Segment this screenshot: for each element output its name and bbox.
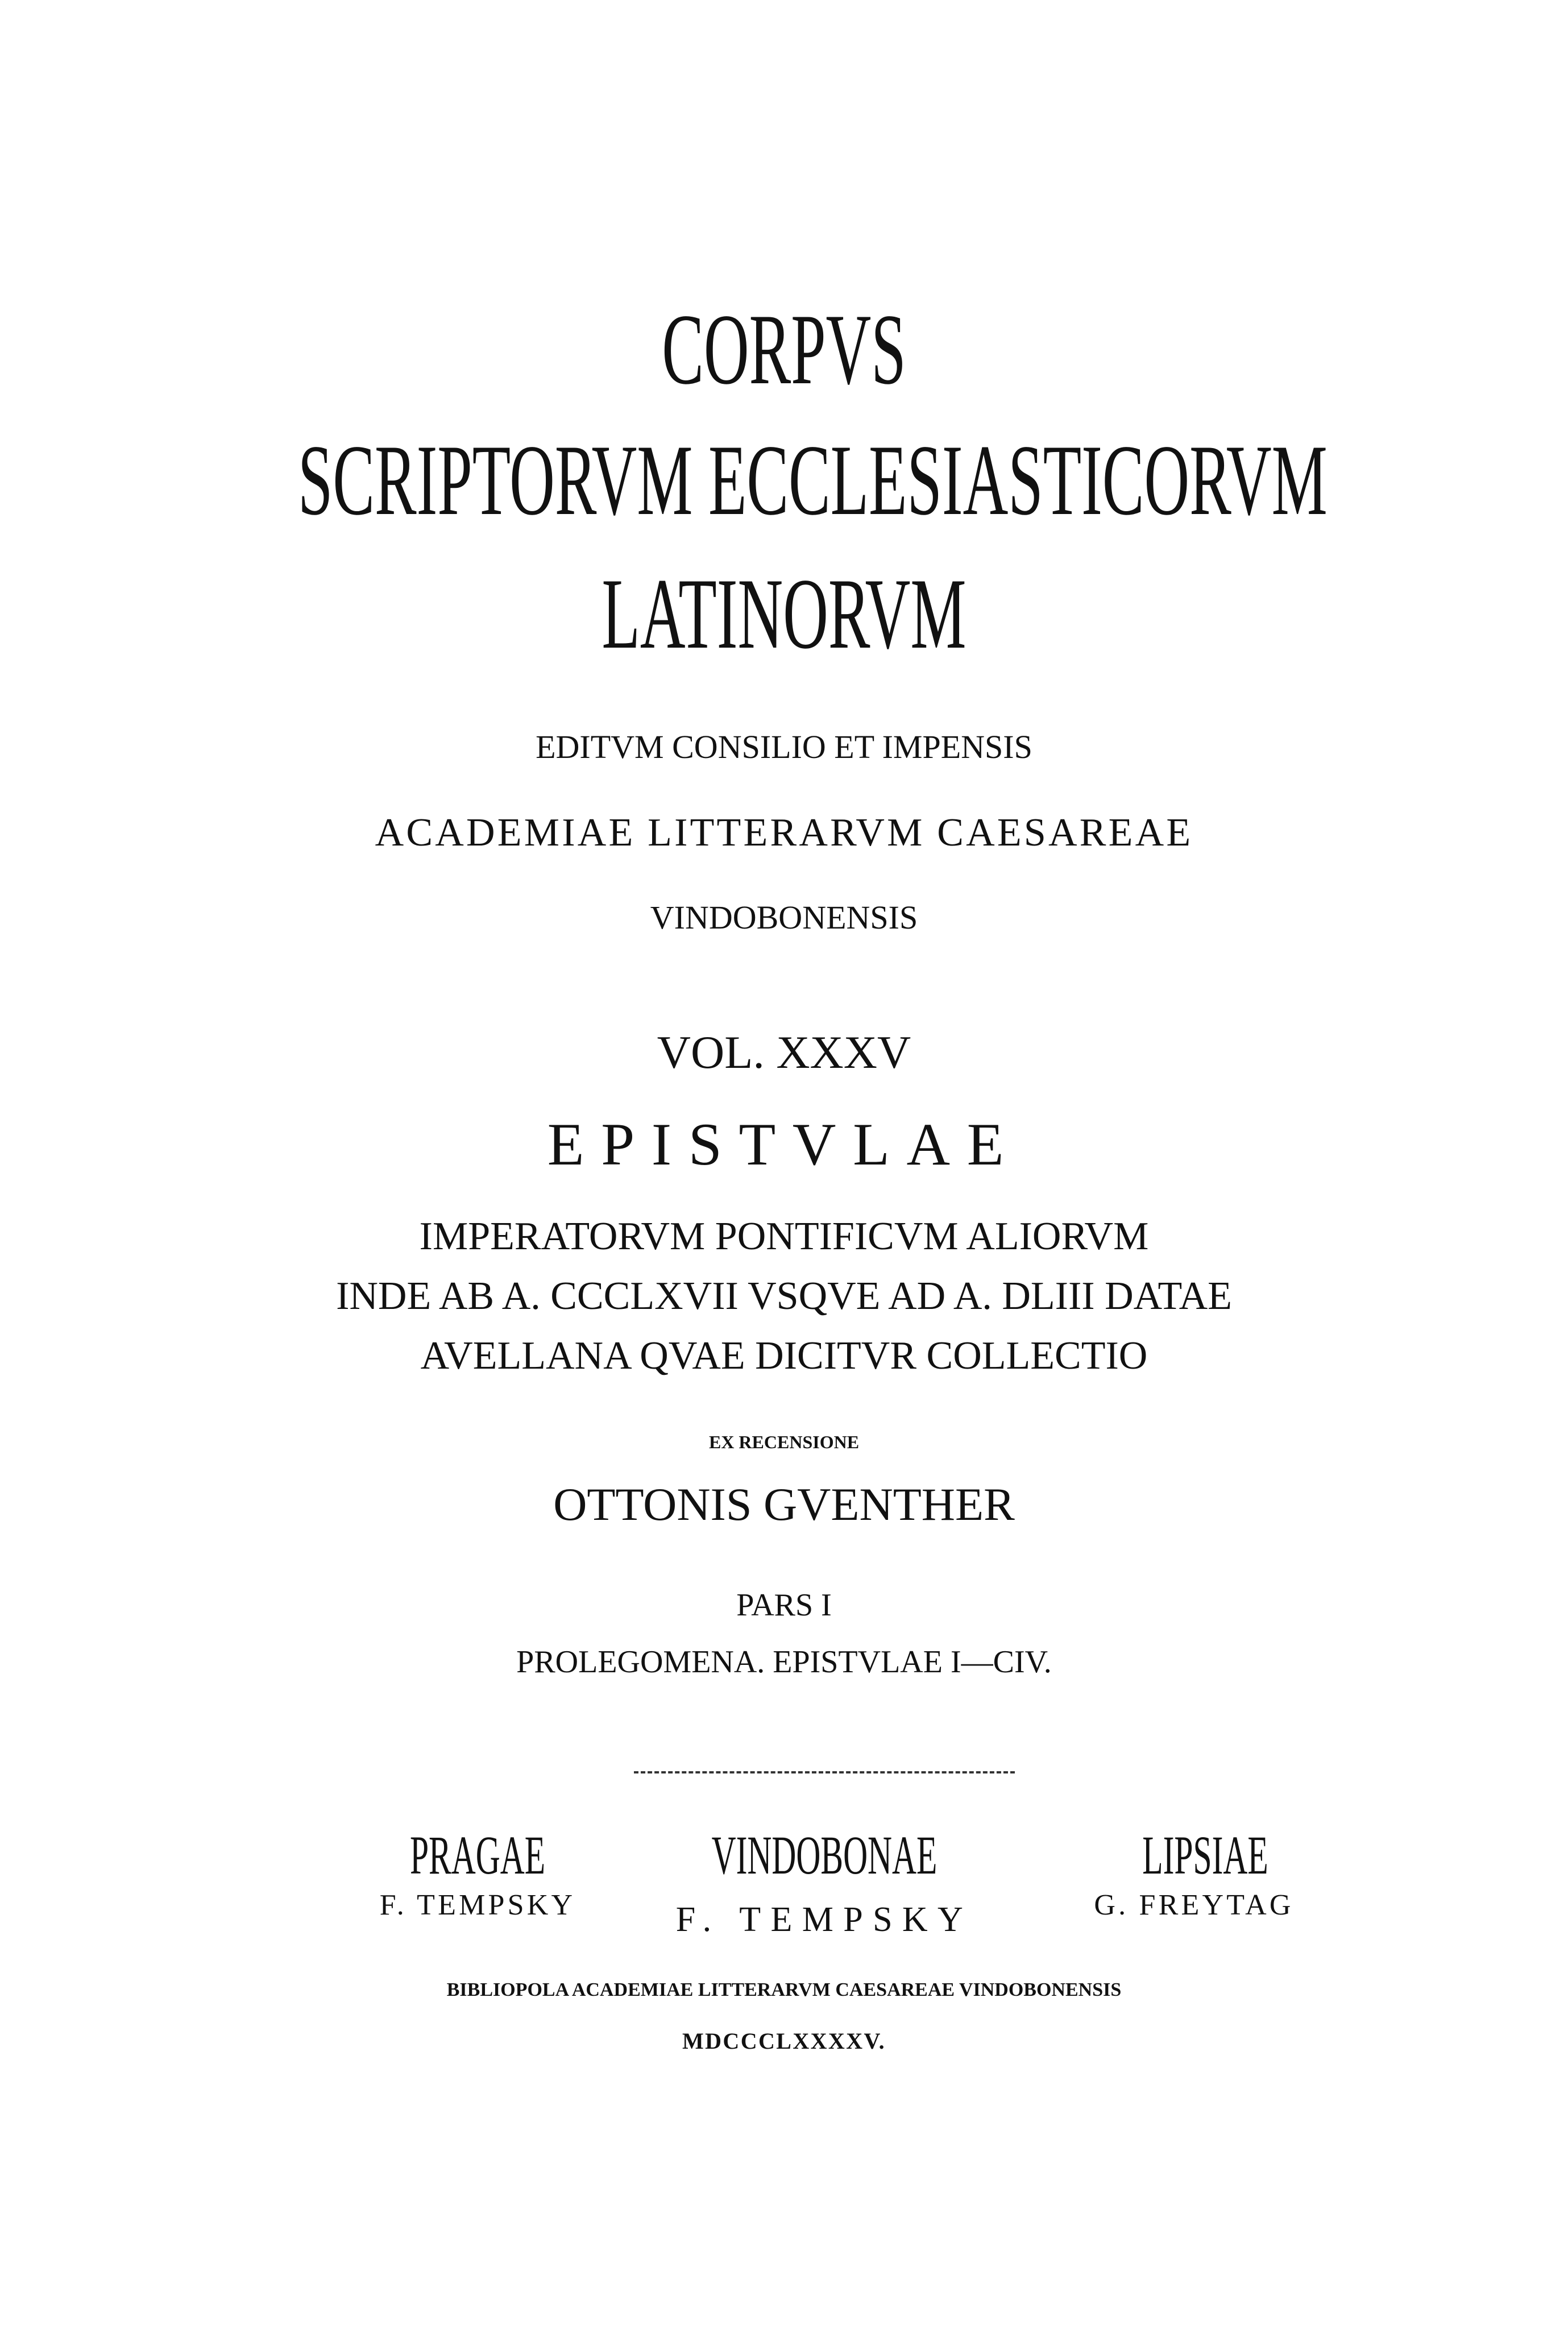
imprint-right-publisher: G. FREYTAG <box>1094 1889 1294 1921</box>
series-title-line-2: SCRIPTORVM ECCLESIASTICORVM <box>298 424 1328 536</box>
imprint-right-city: LIPSIAE <box>1142 1825 1268 1885</box>
editor-label: EX RECENSIONE <box>708 1432 860 1452</box>
series-title-line-3: LATINORVM <box>602 557 966 670</box>
imprint-center-city: VINDOBONAE <box>711 1825 938 1885</box>
series-title-line-1: CORPVS <box>662 293 906 405</box>
imprint-left-publisher: F. TEMPSKY <box>379 1889 576 1921</box>
work-subtitle-3: AVELLANA QVAE DICITVR COLLECTIO <box>420 1334 1148 1378</box>
publication-year: MDCCCLXXXXV. <box>682 2028 886 2054</box>
editor-name: OTTONIS GVENTHER <box>553 1478 1015 1530</box>
work-subtitle-2: INDE AB A. CCCLXVII VSQVE AD A. DLIII DATAE <box>336 1274 1232 1318</box>
sponsor-line-2: ACADEMIAE LITTERARVM CAESAREAE <box>375 811 1193 855</box>
volume-number: VOL. XXXV <box>657 1026 911 1078</box>
work-title: EPISTVLAE <box>547 1111 1021 1178</box>
imprint-center-publisher: F. TEMPSKY <box>675 1900 973 1939</box>
part-contents: PROLEGOMENA. EPISTVLAE I—CIV. <box>516 1644 1052 1680</box>
imprint-left-city: PRAGAE <box>409 1825 546 1885</box>
part-label: PARS I <box>736 1588 832 1623</box>
sponsor-line-3: VINDOBONENSIS <box>650 899 918 936</box>
work-subtitle-1: IMPERATORVM PONTIFICVM ALIORVM <box>419 1215 1149 1258</box>
bibliopola-line: BIBLIOPOLA ACADEMIAE LITTERARVM CAESAREAE VINDOBONENSIS <box>446 1979 1122 2000</box>
sponsor-line-1: EDITVM CONSILIO ET IMPENSIS <box>536 728 1032 765</box>
divider-rule <box>634 1771 1015 1773</box>
